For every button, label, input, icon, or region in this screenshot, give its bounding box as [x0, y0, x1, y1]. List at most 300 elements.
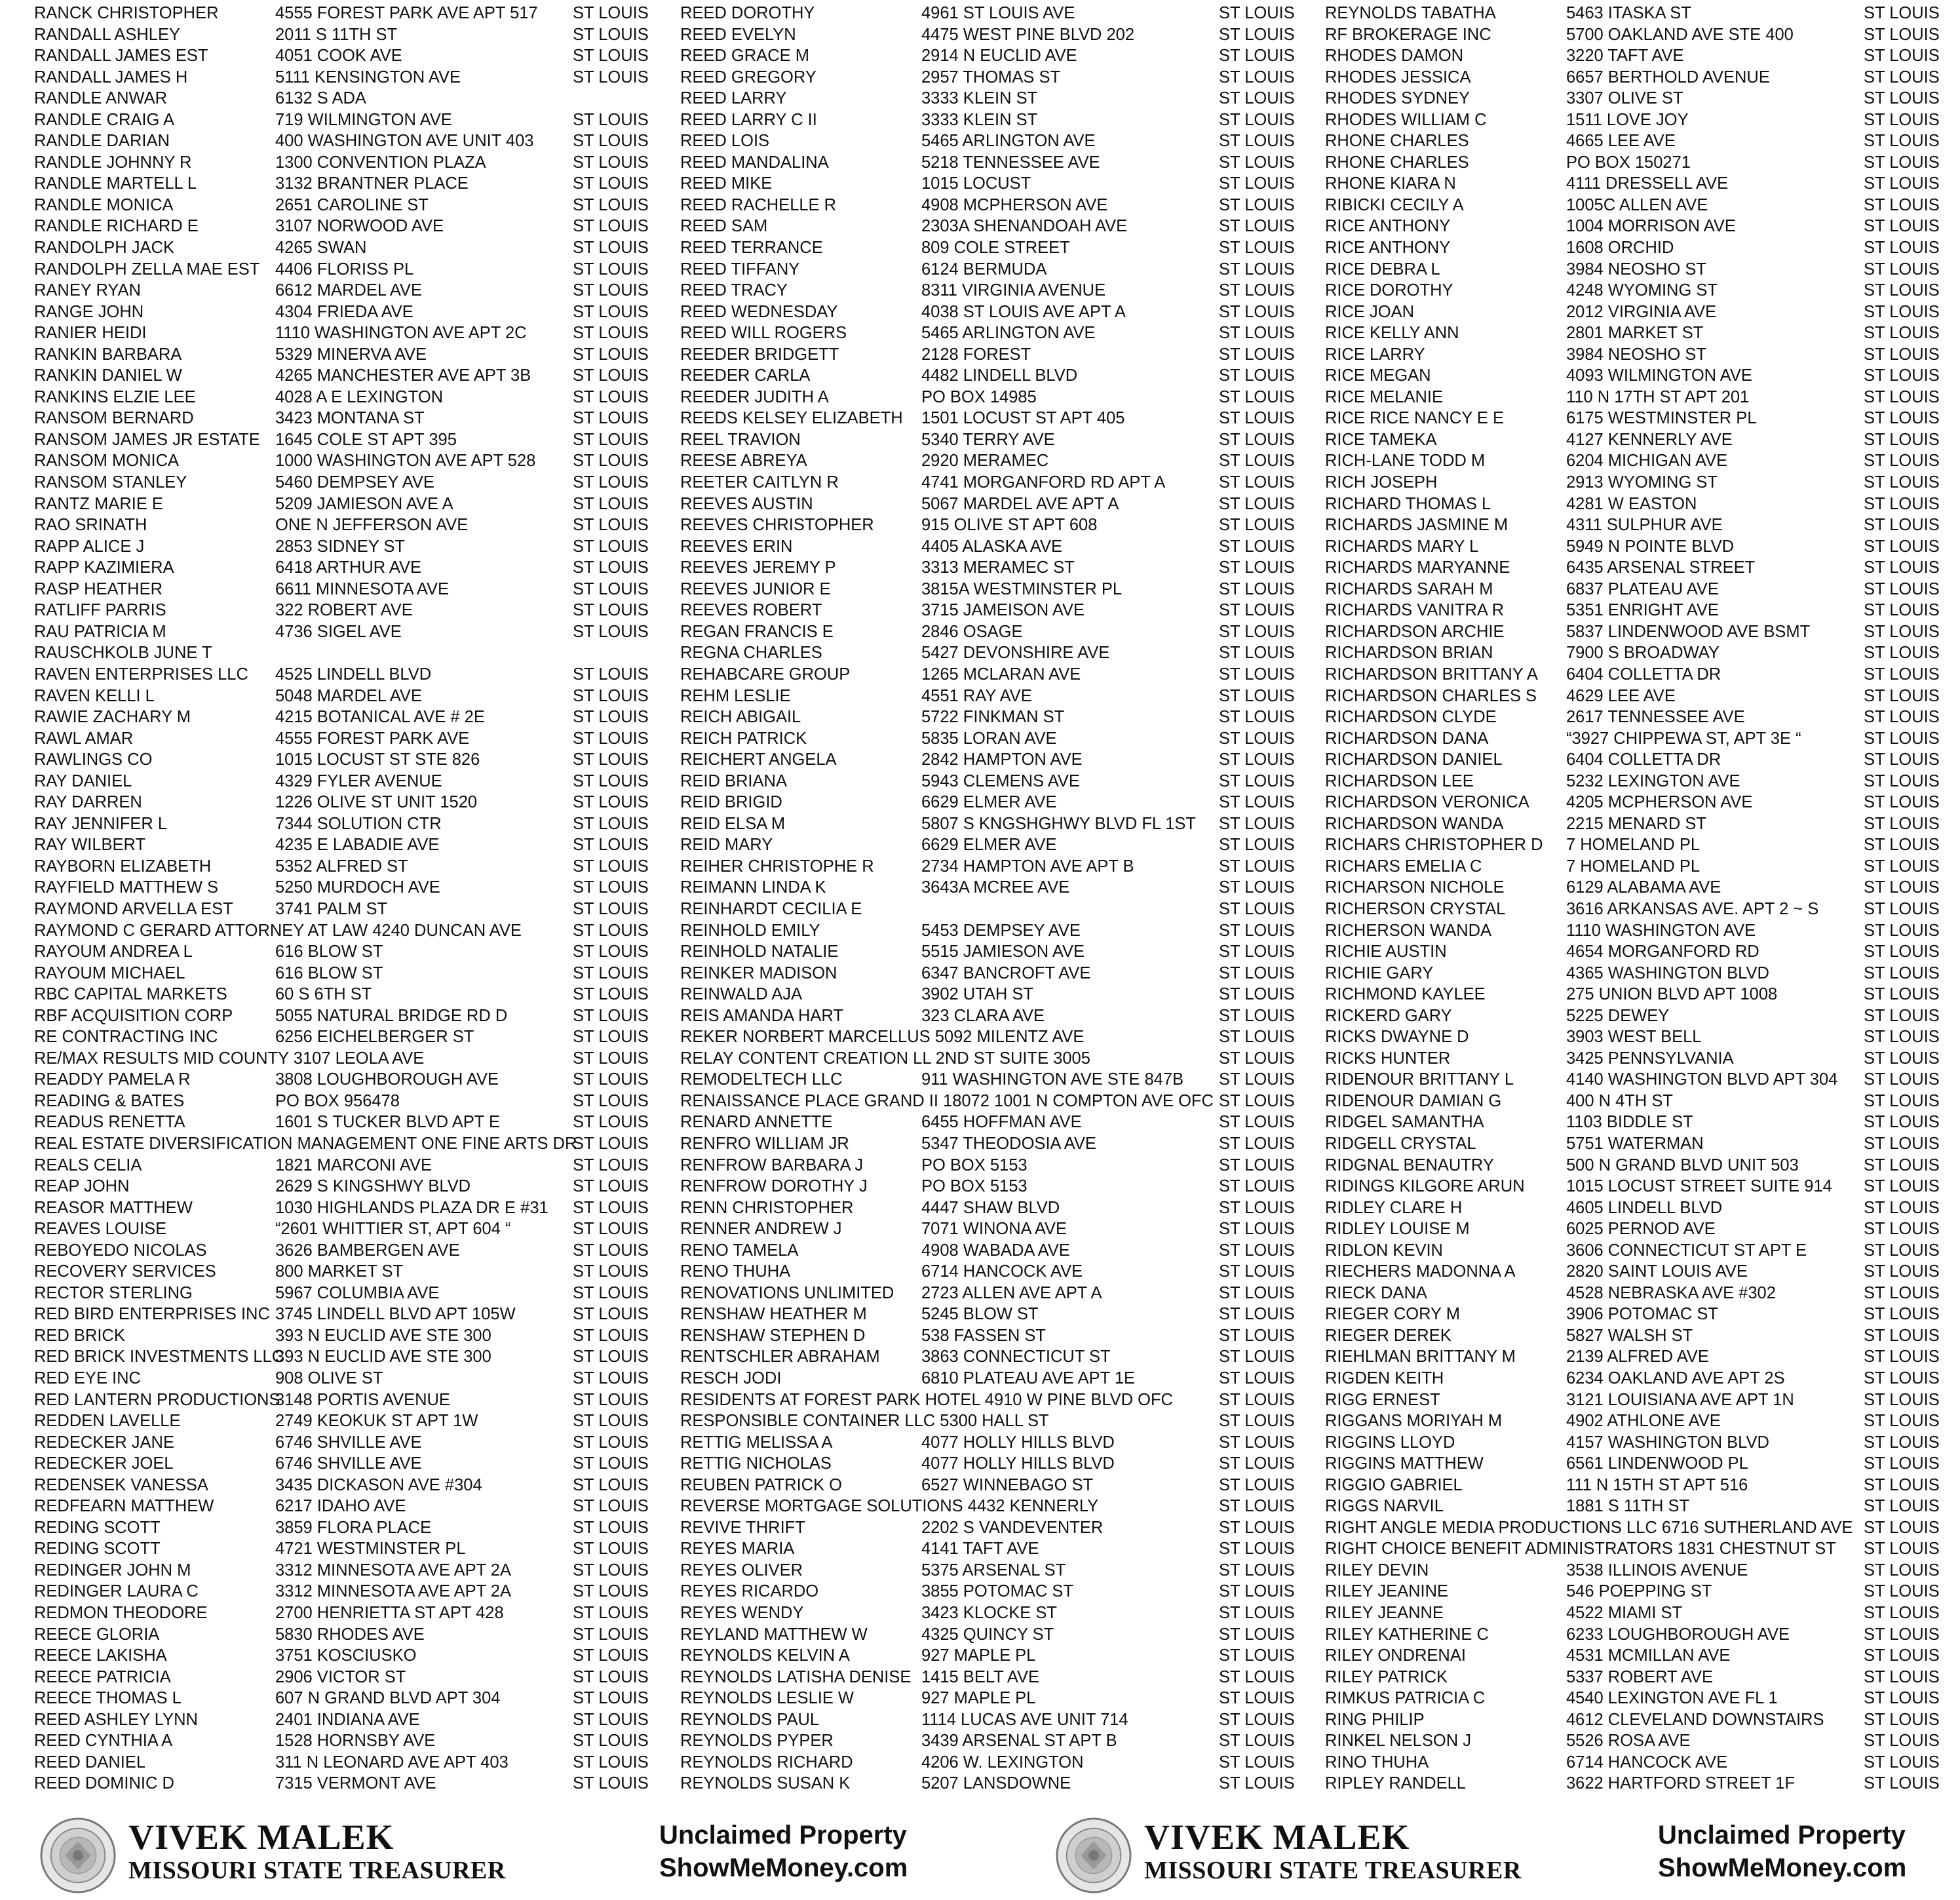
- listing-row: [1325, 1624, 1948, 1646]
- listing-row: [1325, 408, 1948, 429]
- owner-name: RANSOM MONICA: [34, 452, 180, 471]
- owner-address: 3715 JAMEISON AVE: [921, 601, 1085, 620]
- program-name: Unclaimed Property: [1658, 1821, 1906, 1850]
- owner-city: ST LOUIS: [1219, 516, 1295, 535]
- owner-name: RIDENOUR BRITTANY L: [1325, 1070, 1514, 1089]
- owner-address: 4304 FRIEDA AVE: [275, 302, 413, 321]
- owner-name: REHABCARE GROUP: [680, 665, 851, 684]
- listing-row: [680, 429, 1303, 451]
- owner-name: RICHARDSON CLYDE: [1325, 708, 1497, 727]
- listing-row: [34, 920, 657, 942]
- owner-name: RIEHLMAN BRITTANY M: [1325, 1347, 1516, 1367]
- owner-city: ST LOUIS: [1219, 665, 1295, 684]
- owner-address: 1821 MARCONI AVE: [275, 1155, 432, 1174]
- owner-address: 1511 LOVE JOY: [1566, 110, 1689, 129]
- owner-city: ST LOUIS: [1864, 899, 1940, 918]
- owner-city: ST LOUIS: [573, 153, 649, 172]
- owner-city: ST LOUIS: [1219, 1305, 1295, 1324]
- owner-city: ST LOUIS: [1864, 1646, 1940, 1665]
- owner-city: ST LOUIS: [1864, 217, 1940, 236]
- owner-city: ST LOUIS: [1219, 1028, 1295, 1047]
- owner-city: ST LOUIS: [1864, 89, 1940, 108]
- owner-city: ST LOUIS: [1864, 1454, 1940, 1473]
- owner-address: 5751 WATERMAN: [1566, 1134, 1704, 1153]
- listing-row: [1325, 536, 1948, 558]
- owner-name: REAL ESTATE DIVERSIFICATION MANAGEMENT ONE FINE ARTS DR: [34, 1134, 577, 1153]
- owner-name: RANDALL ASHLEY: [34, 25, 180, 44]
- owner-name: RAYFIELD MATTHEW S: [34, 878, 218, 897]
- listing-row: [1325, 813, 1948, 835]
- owner-name: RANCK CHRISTOPHER: [34, 4, 219, 22]
- owner-city: ST LOUIS: [1219, 1710, 1295, 1729]
- owner-address: 110 N 17TH ST APT 201: [1566, 387, 1750, 406]
- owner-city: ST LOUIS: [1219, 1518, 1295, 1537]
- owner-city: ST LOUIS: [573, 217, 649, 236]
- owner-city: ST LOUIS: [573, 1220, 649, 1239]
- owner-address: 1015 LOCUST: [921, 174, 1031, 193]
- listing-row: [34, 173, 657, 195]
- listing-row: [34, 408, 657, 429]
- owner-city: ST LOUIS: [1219, 899, 1295, 918]
- listing-row: [34, 1218, 657, 1240]
- owner-city: ST LOUIS: [1219, 771, 1295, 790]
- owner-city: ST LOUIS: [573, 1155, 649, 1174]
- listing-row: [34, 1112, 657, 1133]
- listing-row: [34, 301, 657, 323]
- owner-address: 908 OLIVE ST: [275, 1369, 383, 1387]
- owner-name: REID MARY: [680, 836, 773, 855]
- owner-address: 3538 ILLINOIS AVENUE: [1566, 1561, 1748, 1580]
- owner-name: RICHMOND KAYLEE: [1325, 985, 1486, 1004]
- owner-address: 3903 WEST BELL: [1566, 1028, 1702, 1047]
- owner-city: ST LOUIS: [573, 1198, 649, 1217]
- owner-name: RICE DEBRA L: [1325, 260, 1440, 279]
- listing-row: [1325, 1538, 1948, 1560]
- owner-city: ST LOUIS: [573, 601, 649, 620]
- listing-row: [680, 1133, 1303, 1155]
- listing-row: [34, 450, 657, 472]
- owner-city: ST LOUIS: [573, 899, 649, 918]
- owner-name: REYLAND MATTHEW W: [680, 1625, 868, 1644]
- owner-name: RETTIG NICHOLAS: [680, 1454, 832, 1473]
- owner-address: 616 BLOW ST: [275, 963, 383, 982]
- owner-address: 2734 HAMPTON AVE APT B: [921, 857, 1134, 876]
- listing-row: [680, 1346, 1303, 1368]
- owner-address: 4522 MIAMI ST: [1566, 1604, 1683, 1623]
- owner-city: ST LOUIS: [573, 686, 649, 705]
- listing-row: [34, 1496, 657, 1517]
- listing-row: [1325, 1048, 1948, 1070]
- owner-city: ST LOUIS: [1864, 1412, 1940, 1431]
- owner-name: RICHARDSON DANA: [1325, 729, 1489, 748]
- owner-address: 4248 WYOMING ST: [1566, 281, 1718, 300]
- owner-address: 4051 COOK AVE: [275, 47, 402, 66]
- owner-name: RANDLE RICHARD E: [34, 217, 199, 236]
- owner-name: RE/MAX RESULTS MID COUNTY 3107 LEOLA AVE: [34, 1049, 425, 1068]
- owner-city: ST LOUIS: [1864, 1049, 1940, 1068]
- owner-city: ST LOUIS: [1219, 1689, 1295, 1708]
- owner-city: ST LOUIS: [1864, 814, 1940, 833]
- owner-city: ST LOUIS: [1864, 1028, 1940, 1047]
- owner-name: RICE TAMEKA: [1325, 430, 1437, 449]
- owner-name: REED CYNTHIA A: [34, 1732, 173, 1751]
- owner-name: RANKINS ELZIE LEE: [34, 387, 196, 406]
- listing-row: [680, 579, 1303, 600]
- owner-city: ST LOUIS: [1219, 1155, 1295, 1174]
- owner-city: ST LOUIS: [1864, 665, 1940, 684]
- owner-city: ST LOUIS: [573, 302, 649, 321]
- owner-city: ST LOUIS: [573, 281, 649, 300]
- listing-row: [680, 24, 1303, 46]
- listing-row: [1325, 579, 1948, 600]
- owner-name: REINHOLD NATALIE: [680, 942, 839, 961]
- owner-name: RILEY DEVIN: [1325, 1561, 1429, 1580]
- listing-row: [680, 1688, 1303, 1709]
- listing-row: [1325, 173, 1948, 195]
- owner-city: ST LOUIS: [1219, 4, 1295, 22]
- owner-name: RANKIN BARBARA: [34, 345, 182, 364]
- owner-name: RICHARDS JASMINE M: [1325, 516, 1508, 535]
- listing-row: [34, 1730, 657, 1752]
- owner-name: RICHARDS VANITRA R: [1325, 601, 1504, 620]
- owner-name: RIEGER CORY M: [1325, 1305, 1460, 1324]
- owner-city: ST LOUIS: [573, 47, 649, 66]
- owner-city: ST LOUIS: [1864, 1369, 1940, 1387]
- owner-name: RF BROKERAGE INC: [1325, 25, 1491, 44]
- owner-city: ST LOUIS: [1219, 1475, 1295, 1494]
- owner-city: ST LOUIS: [1219, 324, 1295, 343]
- owner-name: REGAN FRANCIS E: [680, 622, 834, 641]
- owner-name: REESE ABREYA: [680, 452, 807, 471]
- owner-name: REED LARRY: [680, 89, 787, 108]
- owner-name: RANGE JOHN: [34, 302, 144, 321]
- owner-address: 2820 SAINT LOUIS AVE: [1566, 1262, 1748, 1281]
- owner-address: 3435 DICKASON AVE #304: [275, 1475, 482, 1494]
- owner-name: REYES WENDY: [680, 1604, 804, 1623]
- owner-city: ST LOUIS: [1864, 281, 1940, 300]
- owner-address: 4555 FOREST PARK AVE APT 517: [275, 4, 538, 22]
- listing-row: [34, 1602, 657, 1624]
- listing-row: [680, 450, 1303, 472]
- owner-city: ST LOUIS: [573, 1006, 649, 1025]
- listing-row: [680, 1624, 1303, 1646]
- owner-city: ST LOUIS: [1219, 239, 1295, 258]
- listing-row: [34, 1304, 657, 1325]
- listing-row: [1325, 1069, 1948, 1091]
- owner-name: RIGGS NARVIL: [1325, 1497, 1444, 1516]
- owner-name: REEDER BRIDGETT: [680, 345, 839, 364]
- owner-name: REDFEARN MATTHEW: [34, 1497, 214, 1516]
- owner-address: 4665 LEE AVE: [1566, 132, 1676, 151]
- listing-row: [1325, 1410, 1948, 1432]
- listing-row: [1325, 984, 1948, 1005]
- owner-name: REEL TRAVION: [680, 430, 801, 449]
- owner-city: ST LOUIS: [1864, 47, 1940, 66]
- owner-name: REED LOIS: [680, 132, 770, 151]
- owner-city: ST LOUIS: [1864, 153, 1940, 172]
- listing-row: [1325, 1709, 1948, 1731]
- owner-city: ST LOUIS: [1864, 1198, 1940, 1217]
- footer-banner: [0, 1809, 1960, 1900]
- listing-row: [1325, 322, 1948, 344]
- owner-address: 4531 MCMILLAN AVE: [1566, 1646, 1731, 1665]
- owner-city: ST LOUIS: [1219, 686, 1295, 705]
- owner-address: 538 FASSEN ST: [921, 1326, 1046, 1345]
- owner-city: ST LOUIS: [1864, 1070, 1940, 1089]
- owner-address: 2202 S VANDEVENTER: [921, 1518, 1104, 1537]
- owner-city: ST LOUIS: [1864, 494, 1940, 513]
- listing-row: [1325, 1240, 1948, 1262]
- owner-name: REYNOLDS LESLIE W: [680, 1689, 854, 1708]
- listing-row: [680, 557, 1303, 579]
- owner-city: ST LOUIS: [573, 1518, 649, 1537]
- owner-name: REYNOLDS LATISHA DENISE: [680, 1667, 912, 1686]
- owner-city: ST LOUIS: [1219, 1326, 1295, 1345]
- owner-name: REYES MARIA: [680, 1540, 795, 1559]
- listing-row: [1325, 67, 1948, 88]
- owner-address: 5700 OAKLAND AVE STE 400: [1566, 25, 1794, 44]
- owner-name: RAWL AMAR: [34, 729, 134, 748]
- owner-city: ST LOUIS: [1864, 1347, 1940, 1367]
- owner-address: 4365 WASHINGTON BLVD: [1566, 963, 1769, 982]
- owner-city: ST LOUIS: [1864, 558, 1940, 577]
- owner-city: ST LOUIS: [1864, 1091, 1940, 1110]
- listing-row: [680, 173, 1303, 195]
- owner-address: 3751 KOSCIUSKO: [275, 1646, 417, 1665]
- owner-address: 1004 MORRISON AVE: [1566, 217, 1736, 236]
- owner-address: 5329 MINERVA AVE: [275, 345, 427, 364]
- website-link[interactable]: ShowMeMoney.com: [659, 1853, 908, 1882]
- listing-row: [680, 1069, 1303, 1091]
- listing-row: [680, 621, 1303, 643]
- owner-city: ST LOUIS: [1219, 452, 1295, 471]
- listing-row: [680, 1645, 1303, 1667]
- owner-address: 5340 TERRY AVE: [921, 430, 1055, 449]
- owner-city: ST LOUIS: [1864, 622, 1940, 641]
- owner-name: REHM LESLIE: [680, 686, 791, 705]
- owner-address: 3121 LOUISIANA AVE APT 1N: [1566, 1390, 1794, 1409]
- website-link[interactable]: ShowMeMoney.com: [1658, 1853, 1907, 1882]
- listing-row: [680, 344, 1303, 366]
- owner-address: 4235 E LABADIE AVE: [275, 836, 440, 855]
- owner-address: 3423 MONTANA ST: [275, 409, 425, 428]
- owner-city: ST LOUIS: [1864, 1262, 1940, 1281]
- listing-column: [34, 3, 657, 1794]
- owner-address: 1114 LUCAS AVE UNIT 714: [921, 1710, 1128, 1729]
- listing-row: [680, 1261, 1303, 1283]
- owner-name: REASOR MATTHEW: [34, 1198, 193, 1217]
- owner-city: ST LOUIS: [573, 814, 649, 833]
- owner-name: RANDALL JAMES H: [34, 68, 188, 87]
- owner-city: ST LOUIS: [1864, 1497, 1940, 1516]
- listing-row: [1325, 1602, 1948, 1624]
- listing-row: [34, 1261, 657, 1283]
- owner-city: ST LOUIS: [1219, 473, 1295, 492]
- owner-address: 4405 ALASKA AVE: [921, 537, 1063, 556]
- owner-name: RAY WILBERT: [34, 836, 146, 855]
- owner-address: 3622 HARTFORD STREET 1F: [1566, 1774, 1796, 1793]
- listing-row: [1325, 259, 1948, 281]
- owner-name: RICHARDS SARAH M: [1325, 579, 1493, 598]
- owner-address: 5460 DEMPSEY AVE: [275, 473, 434, 492]
- owner-city: ST LOUIS: [573, 1070, 649, 1089]
- owner-city: ST LOUIS: [1864, 452, 1940, 471]
- owner-city: ST LOUIS: [1864, 1220, 1940, 1239]
- owner-name: RICE LARRY: [1325, 345, 1425, 364]
- listing-row: [34, 1773, 657, 1794]
- owner-name: RHONE CHARLES: [1325, 153, 1469, 172]
- listing-row: [1325, 1283, 1948, 1304]
- owner-name: RIGG ERNEST: [1325, 1390, 1440, 1409]
- listing-row: [34, 387, 657, 408]
- owner-address: 5250 MURDOCH AVE: [275, 878, 440, 897]
- owner-city: ST LOUIS: [1219, 1454, 1295, 1473]
- listing-row: [34, 152, 657, 174]
- owner-name: REYNOLDS PAUL: [680, 1710, 820, 1729]
- owner-address: 1601 S TUCKER BLVD APT E: [275, 1113, 500, 1132]
- owner-name: RICE MEGAN: [1325, 366, 1431, 385]
- listing-row: [34, 1453, 657, 1475]
- owner-name: RHODES JESSICA: [1325, 68, 1471, 87]
- owner-name: RICHARDSON CHARLES S: [1325, 686, 1537, 705]
- owner-city: ST LOUIS: [573, 1732, 649, 1751]
- owner-address: 500 N GRAND BLVD UNIT 503: [1566, 1155, 1799, 1174]
- owner-name: RIDGELL CRYSTAL: [1325, 1134, 1476, 1153]
- owner-address: 5048 MARDEL AVE: [275, 686, 422, 705]
- listing-row: [34, 1538, 657, 1560]
- owner-address: 6611 MINNESOTA AVE: [275, 579, 450, 598]
- owner-address: 1110 WASHINGTON AVE APT 2C: [275, 324, 527, 343]
- owner-city: ST LOUIS: [1219, 942, 1295, 961]
- owner-city: ST LOUIS: [573, 1774, 649, 1793]
- owner-address: 2651 CAROLINE ST: [275, 195, 429, 214]
- owner-city: ST LOUIS: [1864, 174, 1940, 193]
- owner-address: 60 S 6TH ST: [275, 985, 372, 1004]
- owner-name: REED GRACE M: [680, 47, 809, 66]
- owner-name: REED WILL ROGERS: [680, 324, 847, 343]
- owner-address: 1528 HORNSBY AVE: [275, 1732, 436, 1751]
- listing-row: [1325, 152, 1948, 174]
- listing-row: [34, 707, 657, 728]
- owner-address: 6418 ARTHUR AVE: [275, 558, 422, 577]
- owner-address: 2801 MARKET ST: [1566, 324, 1704, 343]
- owner-city: ST LOUIS: [1219, 558, 1295, 577]
- owner-city: ST LOUIS: [573, 857, 649, 876]
- owner-city: ST LOUIS: [573, 1305, 649, 1324]
- owner-address: 719 WILMINGTON AVE: [275, 110, 452, 129]
- listing-row: [1325, 280, 1948, 301]
- owner-name: REED LARRY C II: [680, 110, 817, 129]
- listing-row: [680, 301, 1303, 323]
- owner-city: ST LOUIS: [1219, 1113, 1295, 1132]
- owner-city: ST LOUIS: [1864, 921, 1940, 940]
- owner-name: REED SAM: [680, 217, 768, 236]
- owner-city: ST LOUIS: [1219, 1540, 1295, 1559]
- owner-address: 2215 MENARD ST: [1566, 814, 1706, 833]
- owner-city: ST LOUIS: [573, 387, 649, 406]
- listing-row: [680, 536, 1303, 558]
- owner-city: ST LOUIS: [1219, 601, 1295, 620]
- owner-name: REINHOLD EMILY: [680, 921, 820, 940]
- owner-address: 4215 BOTANICAL AVE # 2E: [275, 708, 485, 727]
- owner-city: ST LOUIS: [1219, 878, 1295, 897]
- owner-address: 323 CLARA AVE: [921, 1006, 1045, 1025]
- owner-address: 6612 MARDEL AVE: [275, 281, 422, 300]
- owner-name: REED DOROTHY: [680, 4, 815, 22]
- owner-address: 4721 WESTMINSTER PL: [275, 1540, 466, 1559]
- listing-row: [34, 1368, 657, 1389]
- owner-city: ST LOUIS: [1219, 260, 1295, 279]
- owner-address: 6714 HANCOCK AVE: [1566, 1753, 1728, 1772]
- listing-row: [680, 1005, 1303, 1027]
- owner-address: 4902 ATHLONE AVE: [1566, 1412, 1721, 1431]
- owner-address: 4475 WEST PINE BLVD 202: [921, 25, 1135, 44]
- owner-city: ST LOUIS: [1864, 1582, 1940, 1601]
- owner-address: 1608 ORCHID: [1566, 239, 1674, 258]
- listing-row: [680, 259, 1303, 281]
- listing-row: [1325, 963, 1948, 984]
- owner-city: ST LOUIS: [1219, 793, 1295, 812]
- owner-city: ST LOUIS: [1219, 174, 1295, 193]
- owner-name: RIECHERS MADONNA A: [1325, 1262, 1516, 1281]
- owner-city: ST LOUIS: [1864, 1689, 1940, 1708]
- owner-city: ST LOUIS: [1864, 1241, 1940, 1260]
- listing-row: [680, 1432, 1303, 1454]
- owner-address: 4038 ST LOUIS AVE APT A: [921, 302, 1126, 321]
- owner-city: ST LOUIS: [1864, 1326, 1940, 1345]
- listing-row: [34, 429, 657, 451]
- owner-name: REED RACHELLE R: [680, 195, 837, 214]
- listing-row: [34, 834, 657, 856]
- owner-city: ST LOUIS: [1219, 814, 1295, 833]
- owner-name: REINWALD AJA: [680, 985, 803, 1004]
- owner-name: REYES RICARDO: [680, 1582, 819, 1601]
- owner-city: ST LOUIS: [1864, 1283, 1940, 1302]
- owner-name: REEDER JUDITH A: [680, 387, 829, 406]
- owner-name: RAUSCHKOLB JUNE T: [34, 644, 212, 663]
- listing-row: [34, 216, 657, 237]
- listing-row: [34, 1560, 657, 1581]
- listing-row: [1325, 1261, 1948, 1283]
- owner-name: RAYBORN ELIZABETH: [34, 857, 212, 876]
- owner-city: ST LOUIS: [573, 1540, 649, 1559]
- owner-city: ST LOUIS: [1864, 110, 1940, 129]
- listing-row: [34, 1005, 657, 1027]
- listing-row: [1325, 1581, 1948, 1602]
- owner-name: READUS RENETTA: [34, 1113, 185, 1132]
- listing-row: [680, 45, 1303, 67]
- owner-address: 5207 LANSDOWNE: [921, 1774, 1071, 1793]
- owner-name: REDECKER JANE: [34, 1433, 174, 1452]
- owner-city: ST LOUIS: [1864, 878, 1940, 897]
- owner-name: REEVES ROBERT: [680, 601, 822, 620]
- owner-city: ST LOUIS: [1864, 601, 1940, 620]
- owner-name: REYNOLDS SUSAN K: [680, 1774, 851, 1793]
- owner-name: RICHARS CHRISTOPHER D: [1325, 836, 1543, 855]
- owner-city: ST LOUIS: [1219, 537, 1295, 556]
- owner-address: 1415 BELT AVE: [921, 1667, 1040, 1686]
- owner-name: RICHARD THOMAS L: [1325, 494, 1491, 513]
- owner-city: ST LOUIS: [573, 1049, 649, 1068]
- listing-row: [680, 899, 1303, 920]
- owner-name: REICH ABIGAIL: [680, 708, 801, 727]
- owner-name: RICKS DWAYNE D: [1325, 1028, 1469, 1047]
- listing-row: [680, 1112, 1303, 1133]
- owner-name: REIMANN LINDA K: [680, 878, 826, 897]
- owner-name: RICE ANTHONY: [1325, 217, 1451, 236]
- listing-row: [34, 1410, 657, 1432]
- owner-address: 275 UNION BLVD APT 1008: [1566, 985, 1778, 1004]
